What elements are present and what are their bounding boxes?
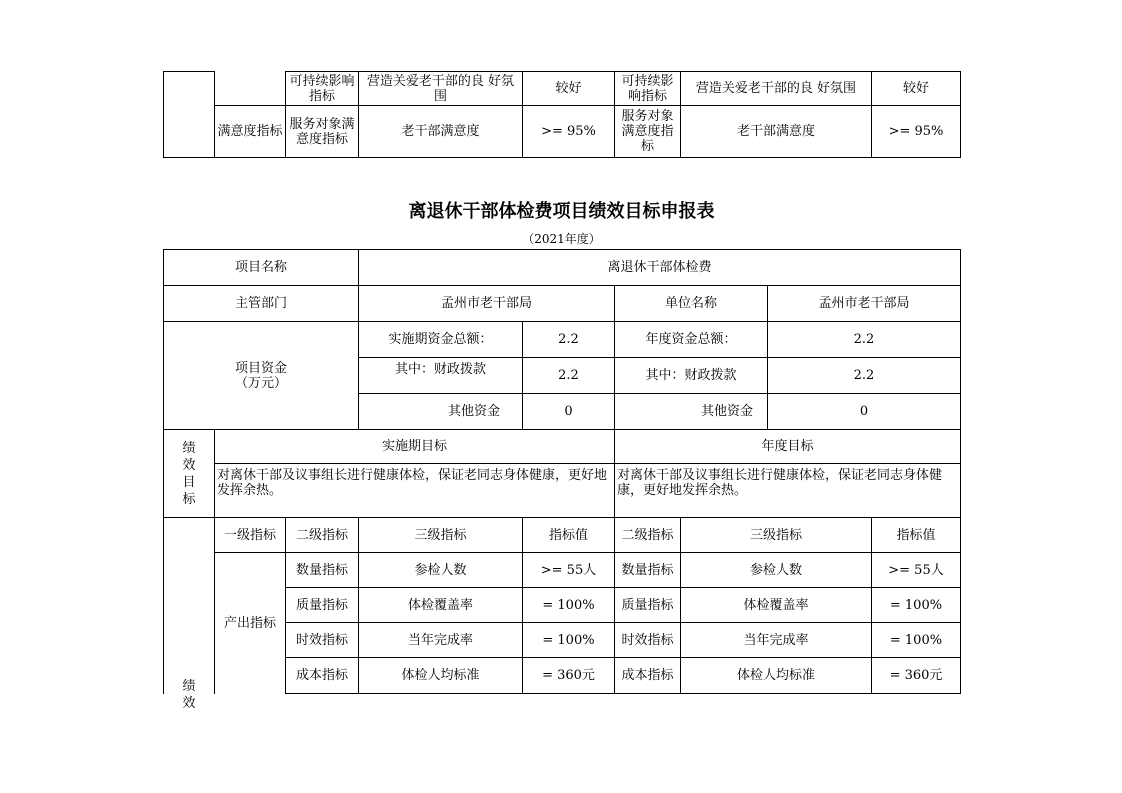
- value-cell-year: = 100%: [872, 623, 961, 658]
- impl-fiscal-value: 2.2: [523, 358, 615, 394]
- funds-label: [164, 322, 359, 430]
- level2-cell-year: 可持续影响指标: [615, 72, 681, 106]
- value-cell: >= 95%: [523, 106, 615, 158]
- level2-cell: 成本指标: [286, 658, 359, 694]
- level3-cell-year: 体检人均标准: [681, 658, 872, 694]
- value-cell: = 100%: [523, 623, 615, 658]
- goal-label: [164, 430, 215, 518]
- year-other-value: 0: [768, 394, 961, 430]
- level1-cell: 满意度指标: [215, 106, 286, 158]
- level2-cell: 数量指标: [286, 553, 359, 588]
- value-cell-year: = 360元: [872, 658, 961, 694]
- indicators-label-text: 绩效: [182, 678, 196, 711]
- value-cell-year: 较好: [872, 72, 961, 106]
- output-label: 产出指标: [215, 553, 286, 694]
- project-name-label: 项目名称: [164, 250, 359, 286]
- level2-cell-year: 成本指标: [615, 658, 681, 694]
- level2-cell-year: 服务对象满意度指标: [615, 106, 681, 158]
- header-level2-year: 二级指标: [615, 518, 681, 553]
- level3-cell-year: 体检覆盖率: [681, 588, 872, 623]
- unit-value: 孟州市老干部局: [768, 286, 961, 322]
- level3-cell: 老干部满意度: [359, 106, 523, 158]
- level2-cell-year: 质量指标: [615, 588, 681, 623]
- page-title: 离退休干部体检费项目绩效目标申报表: [408, 201, 715, 222]
- year-goal-label: 年度目标: [615, 430, 961, 464]
- header-level2: 二级指标: [286, 518, 359, 553]
- dept-label: 主管部门: [164, 286, 359, 322]
- impl-other-label: 其他资金: [359, 394, 523, 430]
- impl-total-value: 2.2: [523, 322, 615, 358]
- table-row: [164, 430, 961, 464]
- level2-cell: 服务对象满意度指标: [286, 106, 359, 158]
- level2-cell: 质量指标: [286, 588, 359, 623]
- year-subtitle: （2021年度）: [522, 232, 601, 246]
- level2-cell-year: 时效指标: [615, 623, 681, 658]
- impl-goal-text: 对离休干部及议事组长进行健康体检，保证老同志身体健康，更好地发挥余热。: [215, 464, 615, 518]
- year-total-value: 2.2: [768, 322, 961, 358]
- level2-cell: 可持续影响指标: [286, 72, 359, 106]
- header-level3-year: 三级指标: [681, 518, 872, 553]
- impl-fiscal-label: 其中：财政拨款: [359, 358, 523, 394]
- header-value: 指标值: [523, 518, 615, 553]
- unit-label: 单位名称: [615, 286, 768, 322]
- level3-cell-year: 当年完成率: [681, 623, 872, 658]
- year-total-label: 年度资金总额：: [615, 322, 768, 358]
- year-other-label: 其他资金: [615, 394, 768, 430]
- year-fiscal-label: 其中：财政拨款: [615, 358, 768, 394]
- value-cell: = 100%: [523, 588, 615, 623]
- year-goal-text: 对离休干部及议事组长进行健康体检，保证老同志身体健康，更好地发挥余热。: [615, 464, 961, 518]
- empty-cell: [164, 72, 215, 158]
- previous-indicator-table: [163, 71, 961, 158]
- header-level1: 一级指标: [215, 518, 286, 553]
- table-row: [164, 286, 961, 322]
- performance-goal-form: [163, 249, 961, 711]
- project-name-value: 离退休干部体检费: [359, 250, 961, 286]
- value-cell: 较好: [523, 72, 615, 106]
- dept-value: 孟州市老干部局: [359, 286, 615, 322]
- impl-goal-label: 实施期目标: [215, 430, 615, 464]
- level3-cell: 当年完成率: [359, 623, 523, 658]
- value-cell-year: >= 55人: [872, 553, 961, 588]
- value-cell: >= 55人: [523, 553, 615, 588]
- level3-cell: 营造关爱老干部的良 好氛围: [359, 72, 523, 106]
- table-row: [164, 464, 961, 518]
- level3-cell-year: 营造关爱老干部的良 好氛围: [681, 72, 872, 106]
- table-row: [164, 106, 961, 158]
- table-row: [164, 553, 961, 588]
- funds-label-line1: 项目资金: [234, 360, 287, 376]
- level3-cell: 体检人均标准: [359, 658, 523, 694]
- goal-label-text: 绩效目标: [182, 440, 196, 507]
- value-cell-year: = 100%: [872, 588, 961, 623]
- header-value-year: 指标值: [872, 518, 961, 553]
- table-row: [164, 518, 961, 553]
- value-cell-year: >= 95%: [872, 106, 961, 158]
- impl-total-label: 实施期资金总额：: [359, 322, 523, 358]
- table-row: [164, 322, 961, 358]
- level3-cell-year: 参检人数: [681, 553, 872, 588]
- impl-other-value: 0: [523, 394, 615, 430]
- level3-cell: 体检覆盖率: [359, 588, 523, 623]
- level2-cell: 时效指标: [286, 623, 359, 658]
- table-row: [164, 72, 961, 106]
- funds-label-line2: （万元）: [234, 375, 287, 391]
- header-level3: 三级指标: [359, 518, 523, 553]
- value-cell: = 360元: [523, 658, 615, 694]
- level3-cell: 参检人数: [359, 553, 523, 588]
- year-fiscal-value: 2.2: [768, 358, 961, 394]
- level3-cell-year: 老干部满意度: [681, 106, 872, 158]
- empty-cell: [215, 72, 286, 106]
- table-row: [164, 250, 961, 286]
- indicators-label: [164, 518, 215, 711]
- level2-cell-year: 数量指标: [615, 553, 681, 588]
